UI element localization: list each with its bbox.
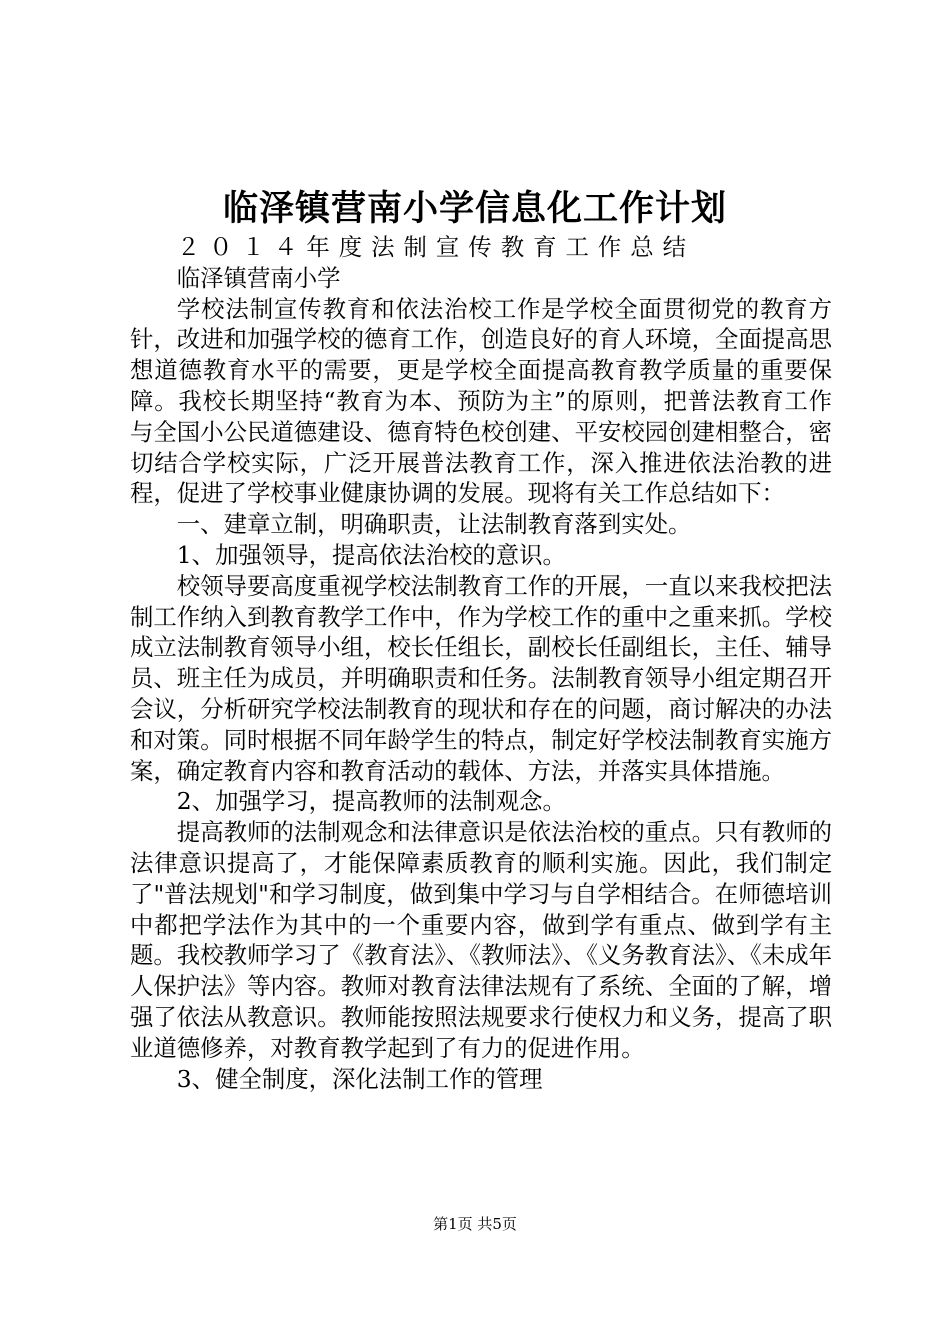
- leadership-paragraph: 校领导要高度重视学校法制教育工作的开展，一直以来我校把法制工作纳入到教育教学工作中，作为学校工作的重中之重来抓。学校成立法制教育领导小组，校长任组长，副校长任副组长，主任、辅导员、班主任为成员，并明确职责和任务。法制教育领导小组定期召开会议，分析研究学校法制教育的现状和存在的问题，商讨解决的办法和对策。同时根据不同年龄学生的特点，制定好学校法制教育实施方案，确定教育内容和教育活动的载体、方法，并落实具体措施。: [130, 571, 832, 785]
- report-heading: ２０１４年度法制宣传教育工作总结: [176, 233, 696, 261]
- document-body: [130, 232, 832, 1094]
- school-name: 临泽镇营南小学: [176, 263, 341, 292]
- study-paragraph: 提高教师的法制观念和法律意识是依法治校的重点。只有教师的法律意识提高了，才能保障素质教育的顺利实施。因此，我们制定了"普法规划"和学习制度，做到集中学习与自学相结合。在师德培训中都把学法作为其中的一个重要内容，做到学有重点、做到学有主题。我校教师学习了《教育法》、《教师法》、《义务教育法》、《未成年人保护法》等内容。教师对教育法律法规有了系统、全面的了解，增强了依法从教意识。教师能按照法规要求行使权力和义务，提高了职业道德修养，对教育教学起到了有力的促进作用。: [130, 818, 832, 1062]
- subsection-heading-2: 2、加强学习，提高教师的法制观念。: [176, 787, 566, 816]
- subsection-heading-3: 3、健全制度，深化法制工作的管理: [176, 1064, 543, 1093]
- page-footer: 第1页 共5页: [433, 1215, 517, 1233]
- document-title: 临泽镇营南小学信息化工作计划: [222, 188, 727, 229]
- section-heading-1: 一、建章立制，明确职责，让法制教育落到实处。: [176, 510, 692, 539]
- intro-paragraph: 学校法制宣传教育和依法治校工作是学校全面贯彻党的教育方针，改进和加强学校的德育工作，创造良好的育人环境，全面提高思想道德教育水平的需要，更是学校全面提高教育教学质量的重要保障。我校长期坚持“教育为本、预防为主”的原则，把普法教育工作与全国小公民道德建设、德育特色校创建、平安校园创建相整合，密切结合学校实际，广泛开展普法教育工作，深入推进依法治教的进程，促进了学校事业健康协调的发展。现将有关工作总结如下：: [130, 294, 832, 508]
- subsection-heading-1: 1、加强领导，提高依法治校的意识。: [176, 540, 566, 569]
